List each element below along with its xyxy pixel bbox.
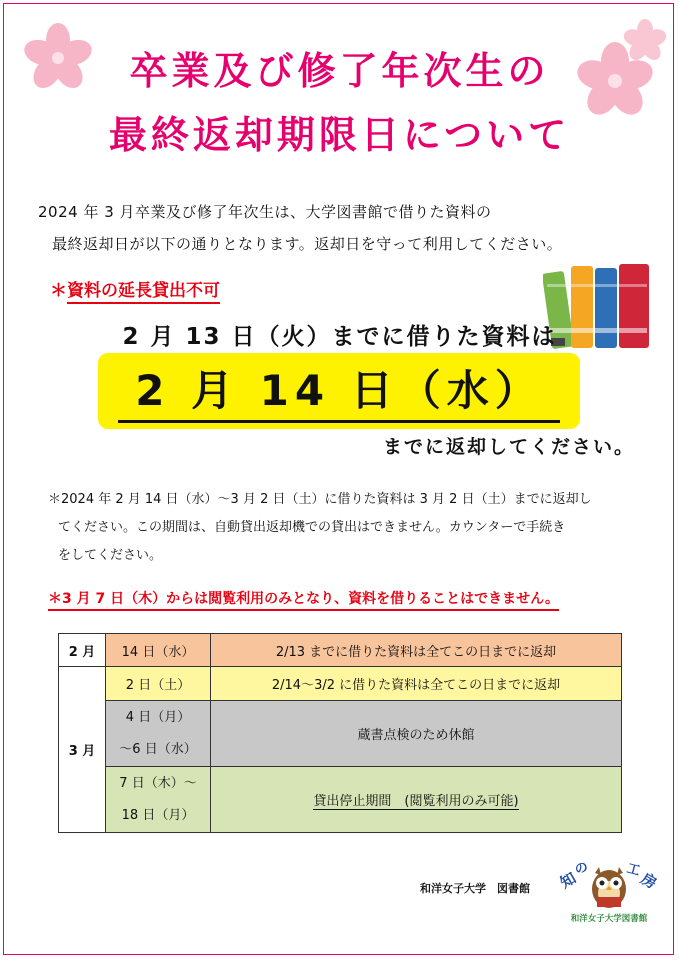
svg-text:房: 房 xyxy=(637,869,660,893)
day-cell xyxy=(106,701,211,767)
library-logo xyxy=(557,855,661,925)
description-cell xyxy=(211,767,622,833)
suspension-period-text: 貸出停止期間 (閲覧利用のみ可能) xyxy=(313,794,519,809)
svg-text:工: 工 xyxy=(625,861,642,880)
no-extension-notice xyxy=(50,276,220,301)
deadline-underline xyxy=(118,420,560,423)
detail-line1: ＊2024 年 2 月 14 日（水）～3 月 2 日（土）に借りた資料は 3 月 2 日（土）までに返却し xyxy=(48,492,592,507)
detail-line3: をしてください。 xyxy=(58,548,163,563)
day-cell: 2 日（土） xyxy=(106,667,211,701)
page-title-line1: 卒業及び修了年次生の xyxy=(129,49,550,93)
day-cell-end: ～6 日（水） xyxy=(119,741,197,757)
borrowed-by-text: 2 月 13 日（火）までに借りた資料は xyxy=(122,324,557,350)
table-row xyxy=(59,767,622,833)
page-title-line2: 最終返却期限日について xyxy=(108,113,571,157)
library-name: 和洋女子大学 図書館 xyxy=(420,882,530,895)
table-row xyxy=(59,667,622,701)
table-row xyxy=(59,701,622,767)
table-row xyxy=(59,634,622,667)
intro-text-line2: 最終返却日が以下の通りとなります。返却日を守って利用してください。 xyxy=(52,235,563,253)
description-cell: 蔵書点検のため休館 xyxy=(211,701,622,767)
deadline-date: 2 月 14 日（水） xyxy=(135,366,543,415)
day-cell: 14 日（水） xyxy=(106,634,211,667)
description-cell: 2/14～3/2 に借りた資料は全てこの日までに返却 xyxy=(211,667,622,701)
schedule-table xyxy=(58,633,622,833)
day-cell-start: 7 日（木）～ xyxy=(119,775,197,791)
reading-only-warning: ＊3 月 7 日（木）からは閲覧利用のみとなり、資料を借りることはできません。 xyxy=(48,588,559,611)
intro-text-line1: 2024 年 3 月卒業及び修了年次生は、大学図書館で借りた資料の xyxy=(38,203,492,221)
day-cell xyxy=(106,767,211,833)
day-cell-end: 18 日（月） xyxy=(121,807,195,823)
svg-text:知: 知 xyxy=(557,868,580,892)
return-instruction: までに返却してください。 xyxy=(383,436,636,458)
month-cell: 3 月 xyxy=(59,667,106,833)
detail-line2: てください。この期間は、自動貸出返却機での貸出はできません。カウンターで手続き xyxy=(58,520,566,535)
month-cell: 2 月 xyxy=(59,634,106,667)
svg-text:和洋女子大学図書館: 和洋女子大学図書館 xyxy=(570,914,648,924)
description-cell: 2/13 までに借りた資料は全てこの日までに返却 xyxy=(211,634,622,667)
day-cell-start: 4 日（月） xyxy=(125,709,191,725)
no-extension-text: 資料の延長貸出不可 xyxy=(67,281,220,304)
detail-paragraph xyxy=(48,486,648,570)
asterisk-mark: ＊ xyxy=(50,281,67,301)
svg-text:の: の xyxy=(573,859,590,878)
